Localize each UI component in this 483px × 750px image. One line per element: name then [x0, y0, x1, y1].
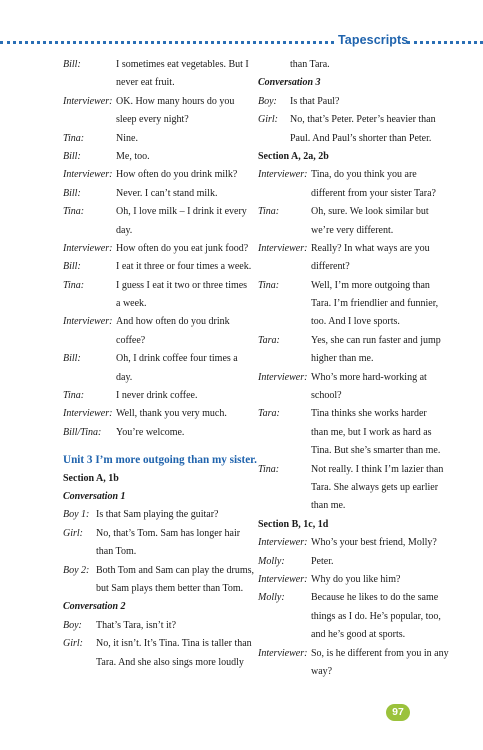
speaker-label: Bill: [63, 59, 81, 70]
page-header [0, 33, 483, 50]
dialog-text: Me, too. [116, 150, 150, 162]
dialog-text: Who’s your best friend, Molly? [311, 537, 437, 549]
speaker-label: Boy: [258, 95, 277, 107]
section-heading: Section A, 2a, 2b [258, 150, 329, 162]
dialog-text: Both Tom and Sam can play the drums, [96, 564, 254, 576]
dialog-text: I sometimes eat vegetables. But I [116, 59, 249, 70]
transcript-line [63, 488, 248, 506]
transcript-line [258, 185, 448, 203]
transcript-line [258, 93, 448, 111]
speaker-label: Bill: [63, 353, 81, 365]
transcript-line [63, 654, 248, 672]
transcript-line [258, 295, 448, 313]
dialog-text: No, that’s Tom. Sam has longer hair [96, 527, 241, 539]
dialog-text: Yes, she can run faster and jump [311, 334, 441, 346]
header-dotted-rule-left [0, 41, 334, 44]
dialog-text: a week. [116, 298, 147, 310]
conversation-heading: Conversation 2 [63, 601, 126, 613]
transcript-line [63, 617, 248, 635]
section-heading: Section B, 1c, 1d [258, 518, 329, 530]
speaker-label: Interviewer: [63, 95, 113, 107]
transcript-line [63, 562, 254, 580]
speaker-label: Molly: [258, 592, 285, 604]
transcript-line [258, 608, 448, 626]
dialog-text: Tara. I’m friendlier and funnier, [311, 298, 439, 310]
dialog-text: than Tom. [96, 546, 137, 558]
transcript-line [258, 479, 448, 497]
transcript-line [63, 424, 248, 442]
transcript-line [258, 130, 448, 148]
dialog-text: Tina, do you think you are [311, 169, 417, 181]
speaker-label: Interviewer: [258, 371, 308, 383]
page-number-badge: 97 [386, 704, 410, 721]
transcript-line [258, 645, 448, 663]
transcript-line [63, 580, 248, 598]
section-heading: Section A, 1b [63, 472, 119, 484]
transcript-line [63, 598, 248, 616]
transcript-line [63, 525, 248, 543]
dialog-text: Is that Sam playing the guitar? [96, 509, 219, 521]
transcript-line [258, 258, 448, 276]
transcript-line [63, 470, 248, 488]
transcript-line [258, 424, 448, 442]
transcript-line [63, 148, 248, 166]
transcript-line [63, 56, 248, 74]
speaker-label: Tina: [258, 279, 280, 291]
unit-title: Unit 3 I’m more outgoing than my sister. [63, 454, 257, 467]
dialog-text: Peter. [311, 555, 334, 567]
dialog-text: Because he likes to do the same [311, 592, 439, 604]
dialog-text: I guess I eat it two or three times [116, 279, 248, 291]
speaker-label: Interviewer: [258, 573, 308, 585]
dialog-text: How often do you drink milk? [116, 169, 238, 181]
dialog-text: Tara. And she also sings more loudly [96, 656, 244, 668]
dialog-text: No, it isn’t. It’s Tina. Tina is taller than [96, 638, 252, 650]
dialog-text: Tara. She always gets up earlier [311, 481, 439, 493]
transcript-line [63, 635, 252, 653]
speaker-label: Interviewer: [258, 537, 308, 549]
dialog-text: Well, I’m more outgoing than [311, 279, 430, 291]
transcript-line [258, 534, 448, 552]
dialog-text: too. And I love sports. [311, 316, 400, 328]
dialog-text: coffee? [116, 334, 146, 346]
conversation-heading: Conversation 1 [63, 490, 126, 502]
dialog-text: sleep every night? [116, 114, 189, 126]
transcript-line [63, 313, 248, 331]
dialog-text: And how often do you drink [116, 316, 230, 328]
transcript-line [258, 663, 448, 681]
dialog-text: never eat fruit. [116, 77, 175, 89]
speaker-label: Interviewer: [258, 169, 308, 181]
dialog-text: than Tara. [290, 59, 330, 70]
transcript-line [258, 203, 448, 221]
transcript-line [63, 166, 248, 184]
dialog-text: You’re welcome. [116, 426, 185, 438]
speaker-label: Interviewer: [63, 316, 113, 328]
dialog-text: than me, but I work as hard as [311, 426, 432, 438]
dialog-text: Really? In what ways are you [311, 242, 430, 254]
transcript-line [63, 405, 248, 423]
dialog-text: and he’s good at sports. [311, 629, 406, 641]
speaker-label: Boy 2: [63, 564, 90, 576]
transcript-line [63, 543, 248, 561]
dialog-text: Oh, sure. We look similar but [311, 206, 429, 218]
speaker-label: Tina: [258, 206, 280, 218]
transcript-line [258, 332, 448, 350]
dialog-text: but Sam plays them better than Tom. [96, 582, 244, 594]
speaker-label: Interviewer: [258, 242, 308, 254]
dialog-text: Tina thinks she works harder [311, 408, 427, 420]
transcript-line [258, 350, 448, 368]
speaker-label: Girl: [258, 114, 278, 126]
dialog-text: I eat it three or four times a week. [116, 261, 252, 273]
transcript-line [63, 258, 252, 276]
speaker-label: Interviewer: [63, 169, 113, 181]
dialog-text: Oh, I drink coffee four times a [116, 353, 238, 365]
transcript-line [258, 405, 448, 423]
speaker-label: Tara: [258, 408, 280, 420]
left-column [63, 56, 257, 672]
speaker-label: Molly: [258, 555, 285, 567]
transcript-line [258, 516, 448, 534]
speaker-label: Bill: [63, 187, 81, 199]
dialog-text: things as I do. He’s popular, too, [311, 610, 441, 622]
transcript-line [258, 277, 448, 295]
section-title: Tapescripts [338, 33, 409, 47]
speaker-label: Tina: [63, 132, 85, 144]
header-dotted-rule-right [407, 41, 483, 44]
dialog-text: Who’s more hard-working at [311, 371, 427, 383]
transcript-line [258, 553, 448, 571]
transcript-line [258, 240, 448, 258]
transcript-line [63, 506, 248, 524]
speaker-label: Tina: [63, 390, 85, 402]
dialog-text: Oh, I love milk – I drink it every [116, 206, 247, 218]
transcript-line [258, 56, 448, 74]
transcript-line [63, 240, 248, 258]
dialog-text: day. [116, 371, 133, 383]
transcript-line [258, 497, 448, 515]
transcript-line [63, 350, 248, 368]
dialog-text: Paul. And Paul’s shorter than Peter. [290, 132, 432, 144]
transcript-line [63, 130, 248, 148]
speaker-label: Interviewer: [63, 242, 113, 254]
dialog-text: Is that Paul? [290, 95, 340, 107]
transcript-line [63, 451, 257, 469]
dialog-text: I never drink coffee. [116, 390, 198, 402]
speaker-label: Bill: [63, 150, 81, 162]
right-column [258, 56, 448, 681]
transcript-line [258, 148, 448, 166]
dialog-text: higher than me. [311, 353, 374, 365]
speaker-label: Tina: [63, 279, 85, 291]
speaker-label: Bill/Tina: [63, 426, 102, 438]
transcript-line [258, 387, 448, 405]
dialog-text: school? [311, 390, 342, 402]
speaker-label: Interviewer: [258, 647, 308, 659]
speaker-label: Boy 1: [63, 509, 90, 521]
dialog-text: Why do you like him? [311, 573, 401, 585]
transcript-line [63, 332, 248, 350]
dialog-text: No, that’s Peter. Peter’s heavier than [290, 114, 436, 126]
dialog-text: different from your sister Tara? [311, 187, 436, 199]
dialog-text: How often do you eat junk food? [116, 242, 249, 254]
spacer [63, 442, 248, 451]
transcript-line [258, 461, 448, 479]
dialog-text: way? [311, 665, 333, 677]
dialog-text: Never. I can’t stand milk. [116, 187, 218, 199]
transcript-line [63, 222, 248, 240]
speaker-label: Boy: [63, 619, 82, 631]
speaker-label: Girl: [63, 527, 83, 539]
transcript-line [258, 313, 448, 331]
speaker-label: Tina: [258, 463, 280, 475]
transcript-line [63, 203, 248, 221]
transcript-line [63, 295, 248, 313]
transcript-line [258, 111, 448, 129]
transcript-line [63, 185, 248, 203]
transcript-line [258, 369, 448, 387]
transcript-line [258, 222, 448, 240]
transcript-line [258, 626, 448, 644]
transcript-line [63, 74, 248, 92]
dialog-text: day. [116, 224, 133, 236]
transcript-line [63, 93, 248, 111]
dialog-text: OK. How many hours do you [116, 95, 235, 107]
speaker-label: Tara: [258, 334, 280, 346]
dialog-text: That’s Tara, isn’t it? [96, 619, 177, 631]
speaker-label: Interviewer: [63, 408, 113, 420]
transcript-line [258, 74, 448, 92]
transcript-line [63, 111, 248, 129]
transcript-line [258, 442, 448, 460]
speaker-label: Bill: [63, 261, 81, 273]
transcript-line [63, 387, 248, 405]
transcript-line [258, 589, 448, 607]
dialog-text: Well, thank you very much. [116, 408, 227, 420]
dialog-text: different? [311, 261, 350, 273]
speaker-label: Tina: [63, 206, 85, 218]
speaker-label: Girl: [63, 638, 83, 650]
transcript-line [258, 571, 448, 589]
dialog-text: So, is he different from you in any [311, 647, 449, 659]
dialog-text: Not really. I think I’m lazier than [311, 463, 444, 475]
dialog-text: we’re very different. [311, 224, 394, 236]
conversation-heading: Conversation 3 [258, 77, 321, 89]
transcript-line [63, 369, 248, 387]
dialog-text: than me. [311, 500, 346, 512]
transcript-line [258, 166, 448, 184]
transcript-line [63, 277, 248, 295]
dialog-text: Tina. But she’s smarter than me. [311, 445, 441, 457]
dialog-text: Nine. [116, 132, 138, 144]
